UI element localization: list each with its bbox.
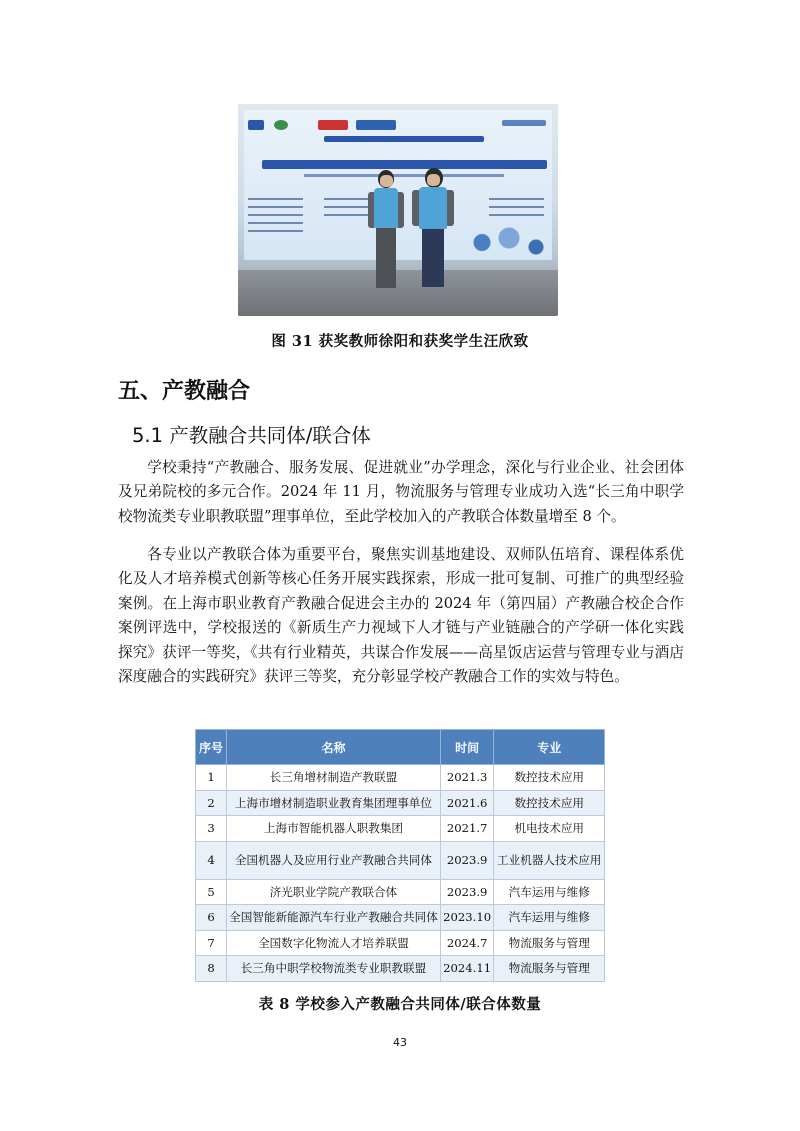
banner-text <box>248 214 303 216</box>
table-header-row <box>196 730 605 765</box>
figure-caption: 图 31 获奖教师徐阳和获奖学生汪欣致 <box>271 333 529 350</box>
table-cell: 2023.9 <box>440 841 494 879</box>
banner-title-line <box>262 160 547 169</box>
banner-text <box>489 214 544 216</box>
banner-text <box>248 198 303 200</box>
table-cell: 数控技术应用 <box>494 765 605 791</box>
table-header-cell: 专业 <box>494 730 605 765</box>
table-row <box>196 816 605 842</box>
table-cell: 2024.11 <box>440 956 494 982</box>
banner-logo <box>356 120 396 130</box>
banner-text <box>248 230 303 232</box>
table-row <box>196 905 605 931</box>
table-cell: 3 <box>196 816 227 842</box>
table-cell: 1 <box>196 765 227 791</box>
table-row <box>196 765 605 791</box>
table-cell: 汽车运用与维修 <box>494 879 605 905</box>
table-caption: 表 8 学校参入产教融合共同体/联合体数量 <box>258 996 542 1013</box>
table-cell: 全国数字化物流人才培养联盟 <box>227 930 441 956</box>
body-paragraph: 各专业以产教联合体为重要平台，聚焦实训基地建设、双师队伍培育、课程体系优化及人才培养模式创新等核心任务开展实践探索，形成一批可复制、可推广的典型经验案例。在上海市职业教育产教融合促进会主办的 2024 年（第四届）产教融合校企合作案例评选中，学校报送的《新质生产力视域下人才链与产业链融合的产学研一体化实践探究》获评一等奖，《共有行业精英，共谋合作发展——高星饭店运营与管理专业与酒店深度融合的实践研究》获评三等奖，充分彰显学校产教融合工作的实效与特色。 <box>118 546 684 686</box>
section-subheading: 5.1 产教融合共同体/联合体 <box>132 424 371 447</box>
person-vest <box>419 187 447 229</box>
table-cell: 济光职业学院产教联合体 <box>227 879 441 905</box>
person-legs <box>376 228 396 288</box>
table-row <box>196 841 605 879</box>
table-cell: 工业机器人技术应用 <box>494 841 605 879</box>
person-vest <box>374 188 398 228</box>
banner-text <box>248 206 303 208</box>
table-row <box>196 930 605 956</box>
gears-graphic <box>464 220 554 265</box>
table-cell: 汽车运用与维修 <box>494 905 605 931</box>
table-cell: 6 <box>196 905 227 931</box>
table-cell: 2024.7 <box>440 930 494 956</box>
banner-title-line <box>324 136 484 142</box>
banner-text <box>248 222 303 224</box>
banner-logo <box>318 120 348 130</box>
banner-text <box>489 198 544 200</box>
table-header-cell: 时间 <box>440 730 494 765</box>
person-face <box>427 174 440 186</box>
table-cell: 4 <box>196 841 227 879</box>
table-cell: 数控技术应用 <box>494 790 605 816</box>
table-cell: 2 <box>196 790 227 816</box>
alliance-table <box>195 729 605 982</box>
person-face <box>380 175 393 187</box>
table-cell: 2021.7 <box>440 816 494 842</box>
table-row <box>196 956 605 982</box>
table-cell: 全国机器人及应用行业产教融合共同体 <box>227 841 441 879</box>
table-row <box>196 790 605 816</box>
table-cell: 2023.10 <box>440 905 494 931</box>
body-paragraph: 学校秉持“产教融合、服务发展、促进就业”办学理念，深化与行业企业、社会团体及兄弟院校的多元合作。2024 年 11 月，物流服务与管理专业成功入选“长三角中职学校物流类专业职教联盟”理事单位，至此学校加入的产教联合体数量增至 8 个。 <box>118 459 684 525</box>
table-cell: 8 <box>196 956 227 982</box>
table-cell: 物流服务与管理 <box>494 930 605 956</box>
table-cell: 物流服务与管理 <box>494 956 605 982</box>
table-cell: 机电技术应用 <box>494 816 605 842</box>
award-photo <box>238 104 558 316</box>
banner-logo <box>274 120 288 130</box>
table-cell: 上海市智能机器人职教集团 <box>227 816 441 842</box>
person-student <box>410 168 456 316</box>
table-header-cell: 序号 <box>196 730 227 765</box>
person-legs <box>422 229 444 287</box>
table-row <box>196 879 605 905</box>
table-cell: 7 <box>196 930 227 956</box>
section-heading: 五、产教融合 <box>118 379 251 404</box>
person-teacher <box>366 170 406 316</box>
table-header-cell: 名称 <box>227 730 441 765</box>
table-cell: 全国智能新能源汽车行业产教融合共同体 <box>227 905 441 931</box>
banner-text <box>489 206 544 208</box>
table-cell: 上海市增材制造职业教育集团理事单位 <box>227 790 441 816</box>
banner-logo <box>248 120 264 130</box>
table-cell: 长三角增材制造产教联盟 <box>227 765 441 791</box>
table-cell: 2023.9 <box>440 879 494 905</box>
banner-logo <box>502 120 546 126</box>
table-cell: 2021.3 <box>440 765 494 791</box>
table-cell: 长三角中职学校物流类专业职教联盟 <box>227 956 441 982</box>
page-number: 43 <box>393 1036 407 1049</box>
table-cell: 5 <box>196 879 227 905</box>
table-cell: 2021.6 <box>440 790 494 816</box>
